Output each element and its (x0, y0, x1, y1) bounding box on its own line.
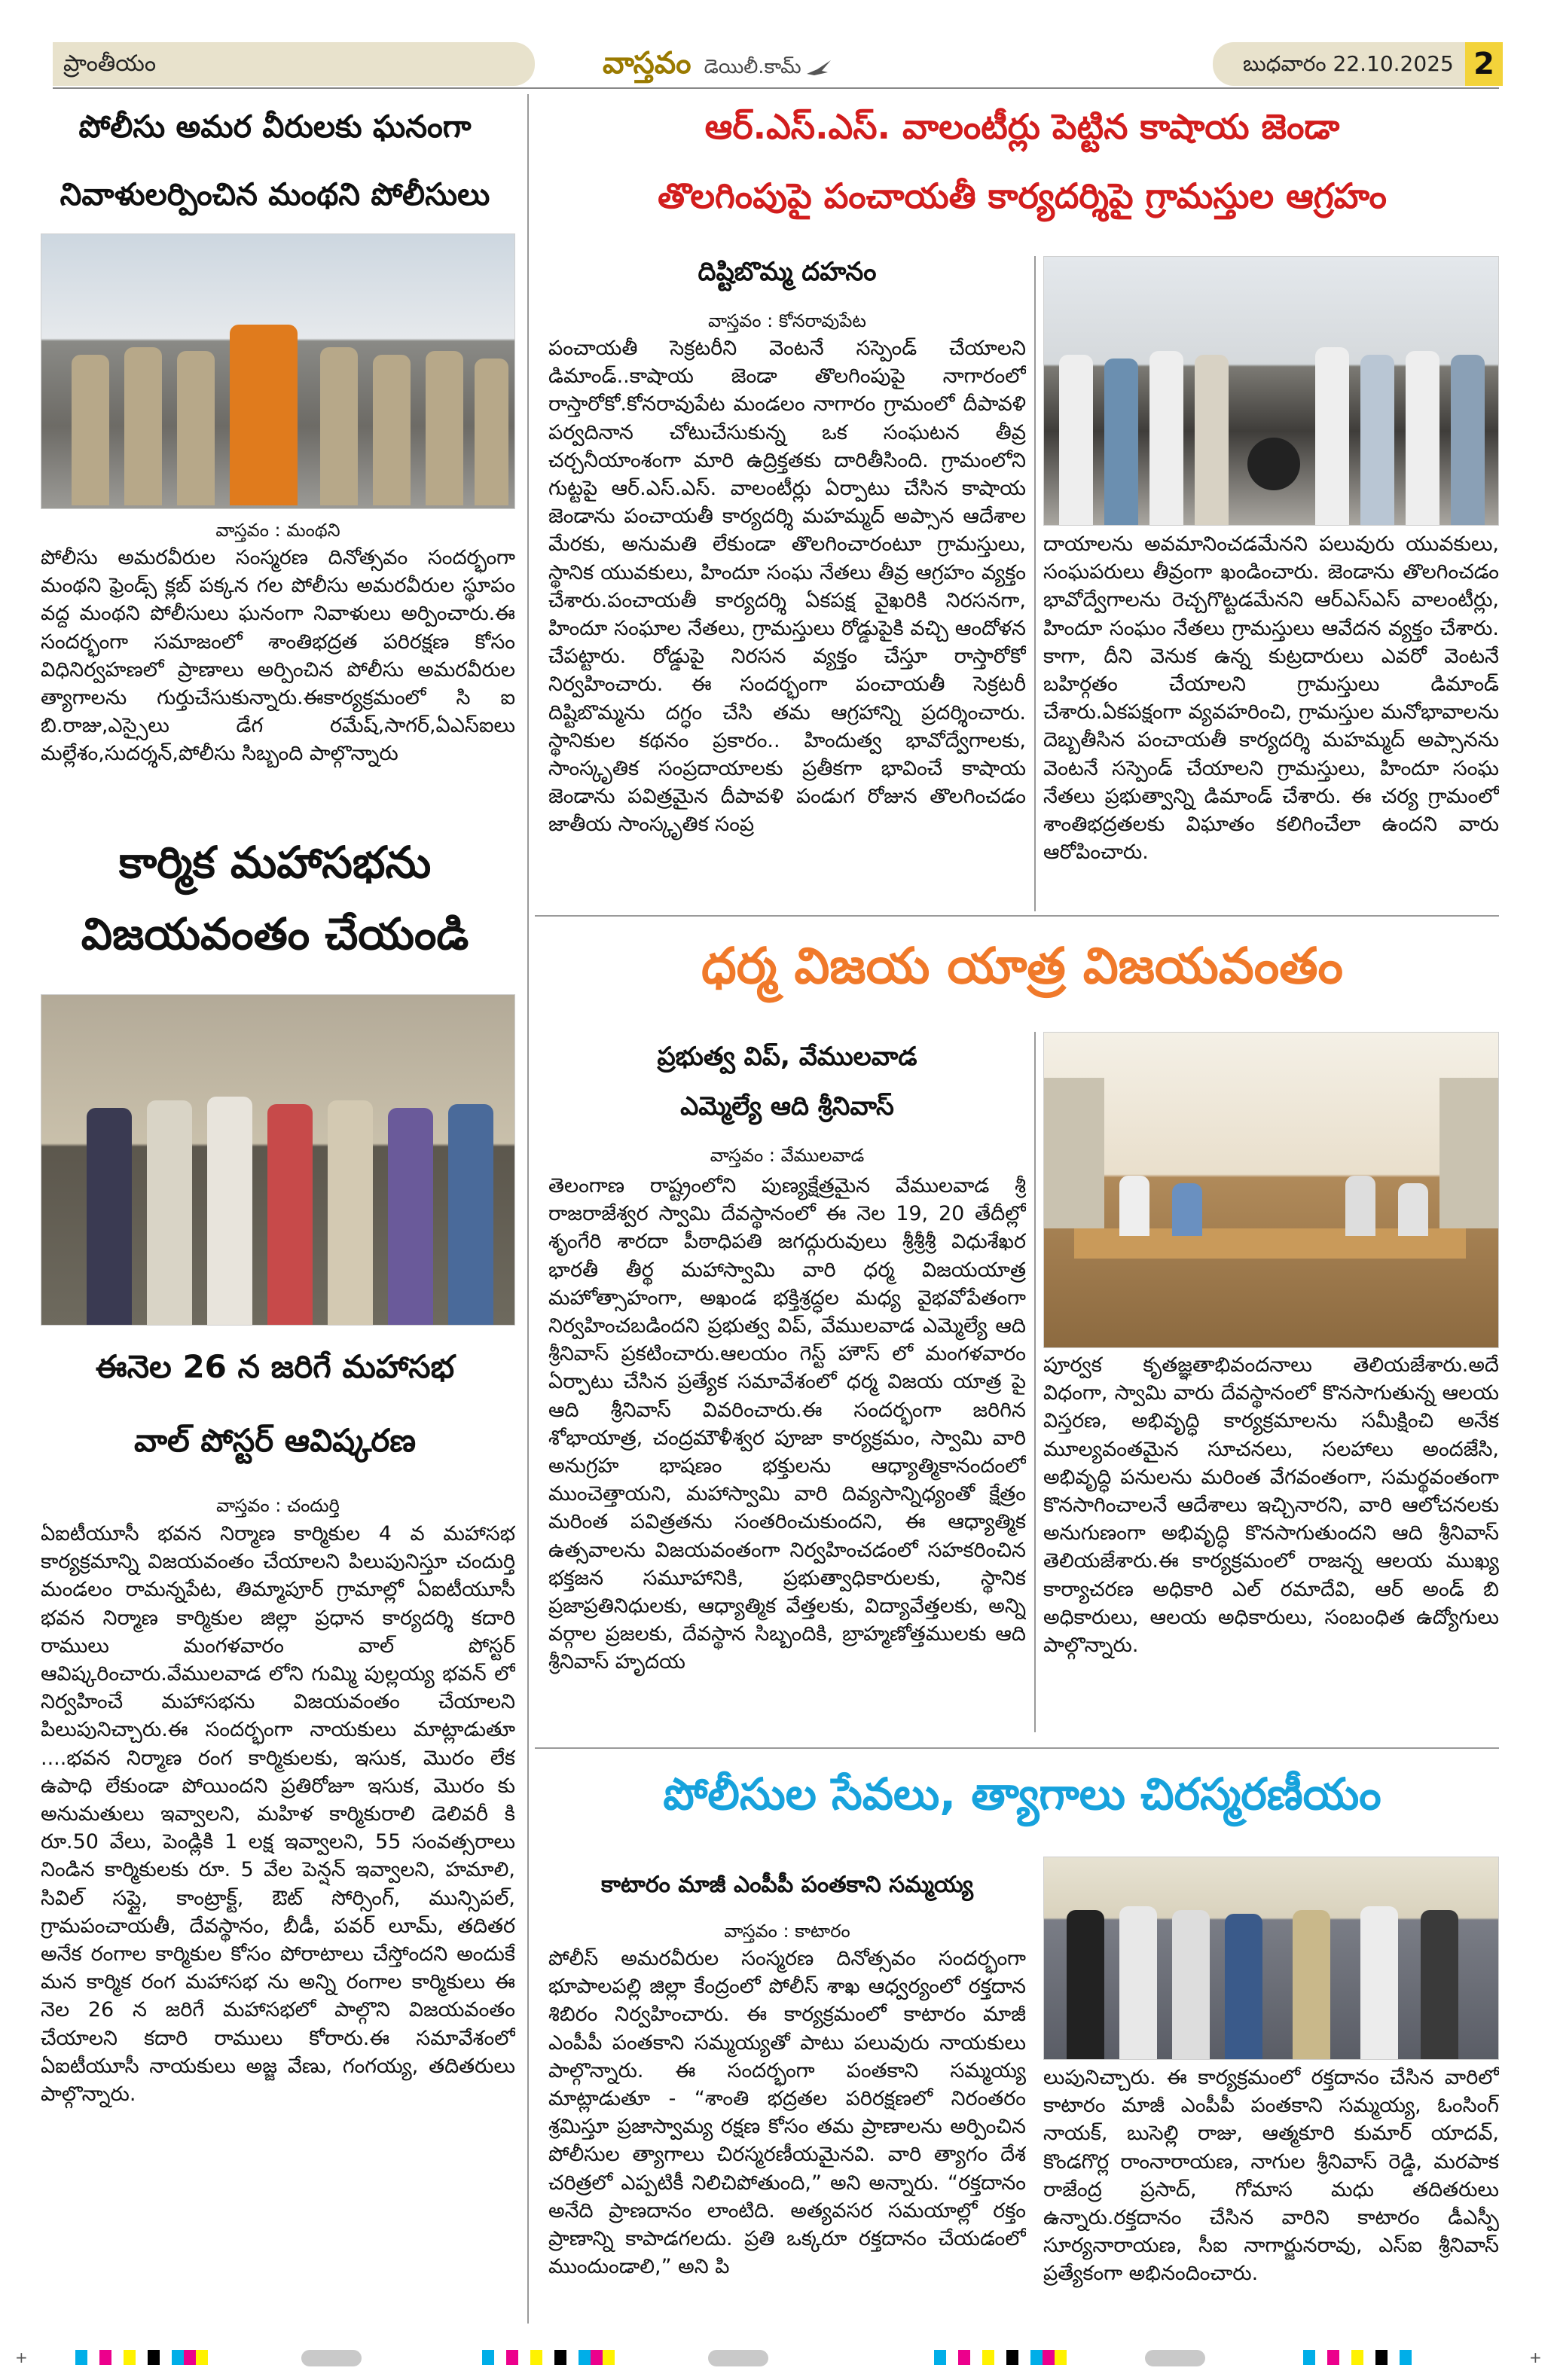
registration-mark-icon: + (1529, 2348, 1542, 2366)
middle-story-body-right: పూర్వక కృతజ్ఞతాభివందనాలు తెలియజేశారు.అదే విధంగా, స్వామి వారు దేవస్థానంలో కొనసాగుతున్న ఆలయ విస్తరణ, అభివృద్ధి కార్యక్రమాలను సమీక్షించి అనేక మూల్యవంతమైన సూచనలు, సలహాలు అందజేసి, అభివృద్ధి పనులను మరింత వేగవంతంగా, సమర్థవంతంగా కొనసాగించాలనే ఆదేశాలు ఇచ్చినారని, వారి ఆలోచనలకు అనుగుణంగా అభివృద్ధి కొనసాగుతుందని ఆది శ్రీనివాస్ తెలియజేశారు.ఈ కార్యక్రమంలో రాజన్న ఆలయ ముఖ్య కార్యాచరణ అధికారి ఎల్ రమాదేవి, ఆర్ అండ్ బి అధికారులు, ఆలయ అధికారులు, సంబంధిత ఉద్యోగులు పాల్గొన్నారు. (1043, 1353, 1499, 1658)
left-story1-headline-2: నివాళులర్పించిన మంథని పోలీసులు (60, 176, 490, 212)
bottom-story-body-right: లుపునిచ్చారు. ఈ కార్యక్రమంలో రక్తదానం చేసిన వారిలో కాటారం మాజీ ఎంపీపీ పంతకాని సమ్మయ్య, ఓంసింగ్ నాయక్, బుసెల్లి రాజు, ఆత్మకూరి కుమార్ యాదవ్, కొండగొర్ల రాంనారాయణ, నాగుల శ్రీనివాస్ రెడ్డి, మరపాక రాజేంద్ర ప్రసాద్, గోమాస మధు తదితరులు ఉన్నారు.రక్తదానం చేసిన వారిని కాటారం డీఎస్పీ సూర్యనారాయణ, సీఐ నాగార్జునరావు, ఎస్ఐ శ్రీనివాస్ ప్రత్యేకంగా అభినందించారు. (1043, 2066, 1499, 2286)
bottom-story-dateline: వాస్తవం : కాటారం (724, 1921, 850, 1942)
masthead (53, 42, 1499, 86)
section-divider (535, 1747, 1499, 1749)
meeting-hall-photo (1043, 1032, 1499, 1348)
left-story2-subhead-2: వాల్ పోస్టర్ ఆవిష్కరణ (133, 1422, 417, 1459)
bird-logo-icon (805, 59, 832, 81)
issue-date: బుధవారం 22.10.2025 (1213, 42, 1499, 86)
top-story-body-right: దాయాలను అవమానించడమేనని పలువురు యువకులు, సంఘపరులు తీవ్రంగా ఖండించారు. జెండాను తొలగించడం భావోద్వేగాలను రెచ్చగొట్టడమేనని ఆర్ఎస్ఎస్ వాలంటీర్లు, హిందూ సంఘం నేతలు గ్రామస్తులు ఆవేదన వ్యక్తం చేశారు. కాగా, దీని వెనుక ఉన్న కుట్రదారులు ఎవరో వెంటనే బహిర్గతం చేయాలని గ్రామస్తులు డిమాండ్ చేశారు.ఏకపక్షంగా వ్యవహరించి, గ్రామస్తుల మనోభావాలను దెబ్బతీసిన పంచాయతీ కార్యదర్శి మహమ్మద్ అప్సానను వెంటనే సస్పెండ్ చేయాలని గ్రామస్తులు, హిందూ సంఘ నేతలు ప్రభుత్వాన్ని డిమాండ్ చేశారు. ఈ చర్య గ్రామంలో శాంతిభద్రతలకు విఘాతం కలిగించేలా ఉందని వారు ఆరోపించారు. (1043, 532, 1499, 865)
registration-oval (1145, 2350, 1205, 2366)
top-story-body-left: పంచాయతీ సెక్రటరీని వెంటనే సస్పెండ్ చేయాలని డిమాండ్..కాషాయ జెండా తొలగింపుపై నాగారంలో రాస్తారోకో.కోనరావుపేట మండలం నాగారం గ్రామంలో దీపావళి పర్వదినాన చోటుచేసుకున్న ఒక సంఘటన తీవ్ర చర్చనీయాంశంగా మారి ఉద్రిక్తతకు దారితీసింది. గ్రామంలోని గుట్టపై ఆర్.ఎస్.ఎస్. వాలంటీర్లు ఏర్పాటు చేసిన కాషాయ జెండాను పంచాయతీ కార్యదర్శి మహమ్మద్ అప్సాన ఆదేశాల మేరకు, అనుమతి లేకుండా తొలగించారంటూ గ్రామస్తులు, స్థానిక యువకులు, హిందూ సంఘ నేతలు తీవ్ర ఆగ్రహం వ్యక్తం చేశారు.పంచాయతీ కార్యదర్శి ఏకపక్ష వైఖరికి నిరసనగా, హిందూ సంఘాల నేతలు, గ్రామస్తులు రోడ్డుపైకి వచ్చి ఆందోళన చేపట్టారు. రోడ్డుపై నిరసన వ్యక్తం చేస్తూ రాస్తారోకో నిర్వహించారు. ఈ సందర్భంగా పంచాయతీ సెక్రటరీ దిష్టిబొమ్మను దగ్ధం చేసి తమ ఆగ్రహాన్ని ప్రదర్శించారు. స్థానికుల కథనం ప్రకారం.. హిందుత్వ భావోద్వేగాలకు, సాంస్కృతిక సంప్రదాయాలకు ప్రతీకగా భావించే కాషాయ జెండాను పవిత్రమైన దీపావళి పండుగ రోజున తొలగించడం జాతీయ సాంస్కృతిక సంప్ర (548, 337, 1026, 837)
bottom-story-subhead: కాటారం మాజీ ఎంపీపీ పంతకాని సమ్మయ్య (601, 1872, 973, 1898)
column-divider (527, 94, 529, 2324)
top-story-dateline: వాస్తవం : కోనరావుపేట (708, 310, 866, 331)
color-bar (75, 2350, 208, 2365)
paper-brand (603, 42, 994, 86)
middle-story-dateline: వాస్తవం : వేములవాడ (710, 1145, 865, 1166)
bottom-story-headline: పోలీసుల సేవలు, త్యాగాలు చిరస్మరణీయం (663, 1768, 1381, 1820)
color-bar (934, 2350, 1067, 2365)
section-divider (535, 915, 1499, 917)
page-number: 2 (1465, 42, 1503, 86)
middle-story-headline: ధర్మ విజయ యాత్ర విజయవంతం (701, 937, 1344, 995)
left-story2-subhead-1: ఈనెల 26 న జరిగే మహాసభ (95, 1348, 455, 1385)
left-story2-headline-1: కార్మిక మహాసభను (118, 837, 432, 888)
color-bar (482, 2350, 615, 2365)
effigy-protest-photo (1043, 256, 1499, 526)
top-story-headline-1: ఆర్.ఎస్.ఎస్. వాలంటీర్లు పెట్టిన కాషాయ జెండా (704, 106, 1340, 147)
middle-story-subhead-1: ప్రభుత్వ విప్, వేములవాడ (657, 1042, 917, 1072)
bottom-story-body-left: పోలీస్ అమరవీరుల సంస్మరణ దినోత్సవం సందర్భంగా భూపాలపల్లి జిల్లా కేంద్రంలో పోలీస్ శాఖ ఆధ్వర్యంలో రక్తదాన శిబిరం నిర్వహించారు. ఈ కార్యక్రమంలో కాటారం మాజీ ఎంపీపీ పంతకాని సమ్మయ్యతో పాటు పలువురు నాయకులు పాల్గొన్నారు. ఈ సందర్భంగా పంతకాని సమ్మయ్య మాట్లాడుతూ - “శాంతి భద్రతల పరిరక్షణలో నిరంతరం శ్రమిస్తూ ప్రజాస్వామ్య రక్షణ కోసం తమ ప్రాణాలను అర్పించిన పోలీసుల త్యాగాలు చిరస్మరణీయమైనవి. వారి త్యాగం దేశ చరిత్రలో ఎప్పటికీ నిలిచిపోతుంది,” అని అన్నారు. “రక్తదానం అనేది ప్రాణదానం లాంటిది. అత్యవసర సమయాల్లో రక్తం ప్రాణాన్ని కాపాడగలదు. ప్రతి ఒక్కరూ రక్తదానం చేయడంలో ముందుండాలి,” అని పి (548, 1947, 1026, 2279)
workers-poster-photo (41, 994, 515, 1326)
masthead-rule (53, 87, 1499, 89)
registration-mark-icon: + (15, 2348, 28, 2366)
middle-story-subhead-2: ఎమ్మెల్యే ఆది శ్రీనివాస్ (680, 1091, 894, 1121)
police-memorial-photo (41, 233, 515, 509)
left-story1-body: పోలీసు అమరవీరుల సంస్మరణ దినోత్సవం సందర్భంగా మంథని ఫ్రెండ్స్ క్లబ్ పక్కన గల పోలీసు అమరవీరుల స్థూపం వద్ద మంథని పోలీసులు ఘనంగా నివాళులు అర్పించారు.ఈ సందర్భంగా సమాజంలో శాంతిభద్రత పరిరక్షణ కోసం విధినిర్వహణలో ప్రాణాలు అర్పించిన పోలీసు అమరవీరుల త్యాగాలను గుర్తుచేసుకున్నారు.ఈకార్యక్రమంలో సి ఐ బి.రాజు,ఎస్సైలు డేగ రమేష్,సాగర్,ఏఎస్ఐలు మల్లేశం,సుదర్శన్,పోలీసు సిబ్బంది పాల్గొన్నారు (41, 546, 515, 766)
left-story1-headline-1: పోలీసు అమర వీరులకు ఘనంగా (78, 108, 472, 145)
left-story2-body: ఏఐటీయూసీ భవన నిర్మాణ కార్మికుల 4 వ మహాసభ కార్యక్రమాన్ని విజయవంతం చేయాలని పిలుపునిస్తూ చందుర్తి మండలం రామన్నపేట, తిమ్మాపూర్ గ్రామాల్లో ఏఐటీయూసీ భవన నిర్మాణ కార్మికుల జిల్లా ప్రధాన కార్యదర్శి కదారి రాములు మంగళవారం వాల్ పోస్టర్ ఆవిష్కరించారు.వేములవాడ లోని గుమ్మి పుల్లయ్య భవన్ లో నిర్వహించే మహాసభను విజయవంతం చేయాలని పిలుపునిచ్చారు.ఈ సందర్భంగా నాయకులు మాట్లాడుతూ ....భవన నిర్మాణ రంగ కార్మికులకు, ఇసుక, మొరం లేక ఉపాధి లేకుండా పోయిందని ప్రతిరోజూ ఇసుక, మొరం కు అనుమతులు ఇవ్వాలని, మహిళ కార్మికురాలి డెలివరీ కి రూ.50 వేలు, పెండ్లికి 1 లక్ష ఇవ్వాలని, 55 సంవత్సరాలు నిండిన కార్మికులకు రూ. 5 వేల పెన్షన్ ఇవ్వాలని, హమాలి, సివిల్ సప్లై, కాంట్రాక్ట్, ఔట్ సోర్సింగ్, మున్సిపల్, గ్రామపంచాయతీ, దేవస్థానం, బీడీ, పవర్ లూమ్, తదితర అనేక రంగాల కార్మికుల కోసం పోరాటాలు చేస్తోందని అందుకే మన కార్మిక రంగ మహాసభ ను అన్ని రంగాల కార్మికులు ఈ నెల 26 న జరిగే మహాసభలో పాల్గొని విజయవంతం చేయాలని కదారి రాములు కోరారు.ఈ సమావేశంలో ఏఐటీయూసీ నాయకులు అజ్జ వేణు, గంగయ్య, తదితరులు పాల్గొన్నారు. (41, 1522, 515, 2107)
left-story2-headline-2: విజయవంతం చేయండి (81, 908, 469, 960)
blood-donation-photo (1043, 1857, 1499, 2060)
top-story-headline-2: తొలగింపుపై పంచాయతీ కార్యదర్శిపై గ్రామస్తుల ఆగ్రహం (658, 175, 1387, 216)
middle-story-body-left: తెలంగాణ రాష్ట్రంలోని పుణ్యక్షేత్రమైన వేములవాడ శ్రీ రాజరాజేశ్వర స్వామి దేవస్థానంలో ఈ నెల 19, 20 తేదీల్లో శృంగేరి శారదా పీఠాధిపతి జగద్గురువులు శ్రీశ్రీశ్రీ విధుశేఖర భారతీ తీర్థ మహాస్వామి వారి ధర్మ విజయయాత్ర మహోత్సాహంగా, అఖండ భక్తిశ్రద్ధల మధ్య వైభవోపేతంగా నిర్వహించబడిందని ప్రభుత్వ విప్, వేములవాడ ఎమ్మెల్యే ఆది శ్రీనివాస్ ప్రకటించారు.ఆలయం గెస్ట్ హౌస్ లో మంగళవారం ఏర్పాటు చేసిన ప్రత్యేక సమావేశంలో ధర్మ విజయ యాత్ర పై ఆది శ్రీనివాస్ వివరించారు.ఈ సందర్భంగా జరిగిన శోభాయాత్ర, చంద్రమౌళీశ్వర పూజా కార్యక్రమం, స్వామి వారి అనుగ్రహ భాషణం భక్తులను ఆధ్యాత్మికానందంలో ముంచెత్తాయని, మహాస్వామి వారి దివ్యసాన్నిధ్యంతో క్షేత్రం మరింత పవిత్రతను సంతరించుకుందని, ఈ ఆధ్యాత్మిక ఉత్సవాలను విజయవంతంగా నిర్వహించడంలో సహకరించిన భక్తజన సమూహానికి, ప్రభుత్వాధికారులకు, స్థానిక ప్రజాప్రతినిధులకు, ఆధ్యాత్మిక వేత్తలకు, విద్యావేత్తలకు, అన్ని వర్గాల ప్రజలకు, దేవస్థాన సిబ్బందికి, బ్రాహ్మణోత్తములకు ఆది శ్రీనివాస్ హృదయ (548, 1174, 1026, 1674)
top-story-subhead: దిష్టిబొమ్మ దహనం (698, 257, 877, 287)
color-bar (1303, 2350, 1412, 2365)
section-label: ప్రాంతీయం (53, 42, 535, 86)
column-divider (1034, 256, 1036, 911)
paper-name: వాస్తవం (603, 46, 691, 81)
registration-oval (708, 2350, 768, 2366)
left-story1-dateline: వాస్తవం : మంథని (215, 520, 340, 541)
registration-oval (301, 2350, 362, 2366)
left-story2-dateline: వాస్తవం : చందుర్తి (216, 1495, 340, 1516)
column-divider (1034, 1032, 1036, 1732)
paper-site: డెయిలీ.కామ్ (704, 56, 801, 78)
